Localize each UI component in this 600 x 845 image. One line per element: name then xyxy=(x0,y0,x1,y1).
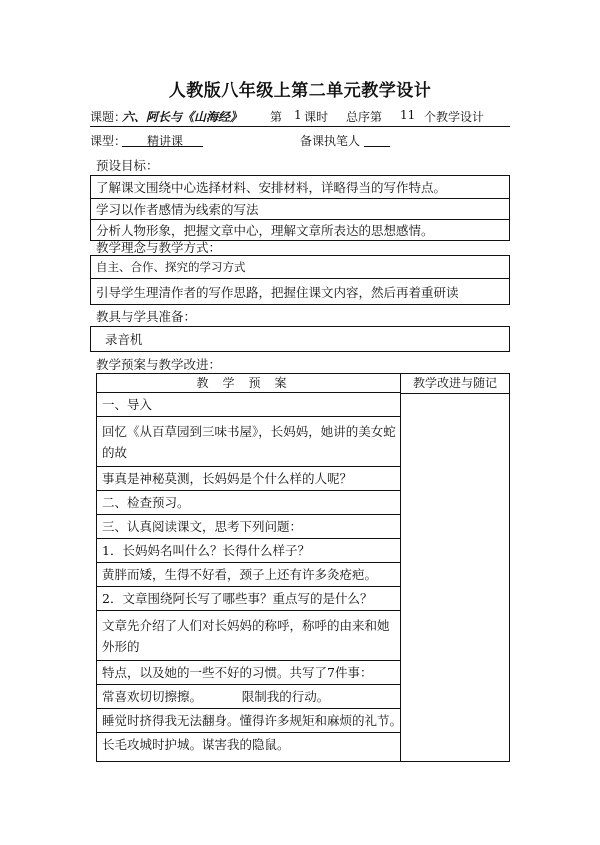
goals-label: 预设目标： xyxy=(96,158,159,173)
plan-row: 黄胖而矮，生得不好看，颈子上还有许多灸疮疤。 xyxy=(97,563,400,587)
plan-row-text: 回忆《从百草园到三味书屋》，长妈妈，她讲的美女蛇的故 xyxy=(102,424,396,460)
tools-box xyxy=(90,326,510,352)
plan-column xyxy=(97,374,401,761)
plan-row xyxy=(97,611,400,661)
author-label: 备课执笔人 xyxy=(300,134,361,148)
sequence-prefix: 总序第 xyxy=(346,110,383,124)
lesson-type-label: 课型： xyxy=(90,134,127,148)
methods-label: 教学理念与教学方式： xyxy=(96,240,222,255)
lesson-meta-row xyxy=(90,108,510,127)
plan-row: 特点，以及她的一些不好的习惯。共写了7件事： xyxy=(97,661,400,685)
plan-row: 事真是神秘莫测，长妈妈是个什么样的人呢？ xyxy=(97,467,400,491)
plan-row: 睡觉时挤得我无法翻身。懂得许多规矩和麻烦的礼节。 xyxy=(97,709,400,733)
goal-item: 学习以作者感情为线索的写法 xyxy=(91,198,509,219)
methods-box xyxy=(90,255,510,305)
notes-column-header: 教学改进与随记 xyxy=(401,374,509,394)
author-blank xyxy=(364,132,390,147)
plan-table xyxy=(96,373,510,762)
plan-row: 三、认真阅读课文，思考下列问题： xyxy=(97,515,400,539)
document-title: 人教版八年级上第二单元教学设计 xyxy=(168,81,432,101)
tools-value: 录音机 xyxy=(105,332,143,347)
goal-item: 分析人物形象，把握文章中心，理解文章所表达的思想感情。 xyxy=(91,219,509,240)
lesson-type-field xyxy=(122,132,203,147)
lesson-number: 1 xyxy=(294,108,302,122)
lesson-suffix: 课时 xyxy=(304,110,329,124)
topic-label: 课题： xyxy=(90,110,127,124)
goals-box xyxy=(90,175,510,241)
plan-label: 教学预案与教学改进： xyxy=(96,357,222,372)
plan-row-text: 文章先介绍了人们对长妈妈的称呼，称呼的由来和她外形的 xyxy=(102,618,390,654)
method-item: 自主、合作、探究的学习方式 xyxy=(96,260,246,274)
plan-row: 2．文章围绕阿长写了哪些事？重点写的是什么？ xyxy=(97,587,400,611)
lesson-type-value: 精讲课 xyxy=(147,134,184,148)
plan-row: 二、检查预习。 xyxy=(97,491,400,515)
plan-row: 长毛攻城时护城。谋害我的隐鼠。 xyxy=(102,737,290,752)
plan-row: 常喜欢切切擦擦。 限制我的行动。 xyxy=(97,685,400,709)
plan-row: 一、导入 xyxy=(97,393,400,417)
plan-row xyxy=(97,417,400,467)
topic-value: 六、阿长与《山海经》 xyxy=(122,110,243,124)
goal-item: 了解课文围绕中心选择材料、安排材料，详略得当的写作特点。 xyxy=(96,180,447,195)
method-item: 引导学生理清作者的写作思路，把握住课文内容，然后再着重研读 xyxy=(91,278,509,304)
tools-label: 教具与学具准备： xyxy=(96,309,197,324)
plan-column-header: 教学预案 xyxy=(97,374,400,393)
sequence-suffix: 个教学设计 xyxy=(424,110,485,124)
plan-row: 1．长妈妈名叫什么？长得什么样子？ xyxy=(97,539,400,563)
lesson-type-row xyxy=(90,132,510,150)
sequence-number: 11 xyxy=(400,108,416,122)
lesson-prefix: 第 xyxy=(270,110,283,124)
